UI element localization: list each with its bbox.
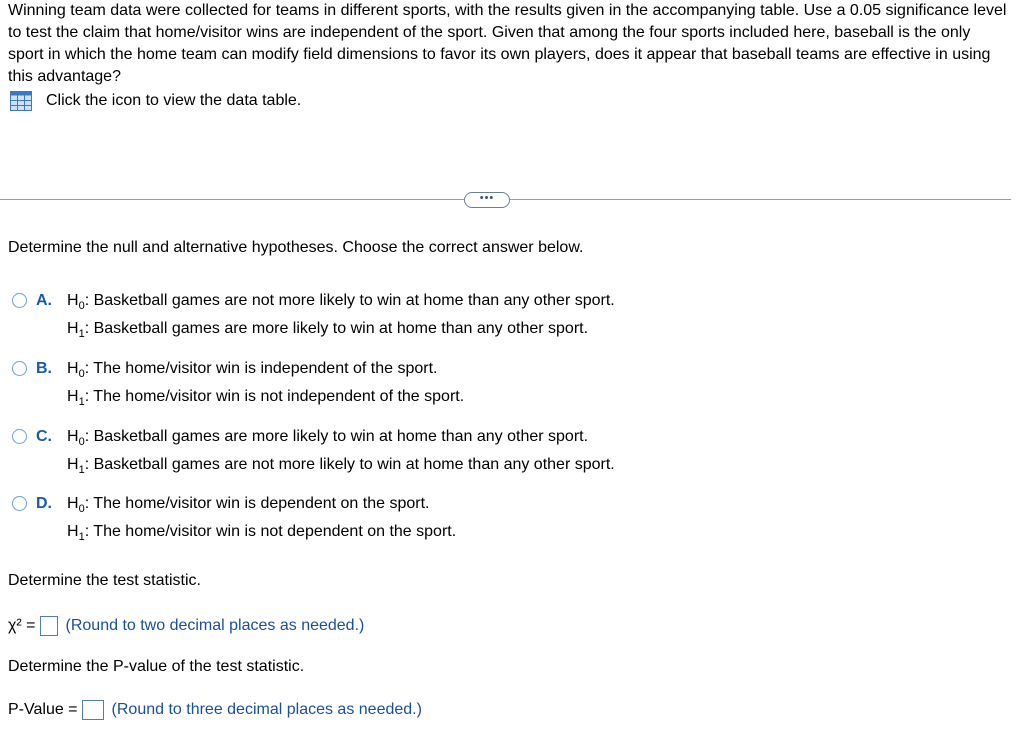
alternative-hypothesis: $H_1$: Basketball games are not more likely to win at home than any other sport. — [67, 456, 615, 476]
option-letter: B. — [36, 360, 52, 377]
alternative-hypothesis: $H_1$: Basketball games are more likely to win at home than any other sport. — [67, 320, 589, 340]
rounding-hint: (Round to two decimal places as needed.) — [65, 617, 365, 634]
chi-square-label: χ² = — [8, 617, 36, 634]
radio-button-b[interactable] — [12, 361, 27, 376]
p-value-label: P-Value = — [8, 701, 78, 718]
hypotheses-prompt: Determine the null and alternative hypotheses. Choose the correct answer below. — [8, 239, 584, 256]
p-value-input[interactable] — [82, 700, 104, 720]
data-table-link[interactable] — [10, 90, 301, 112]
option-letter: A. — [36, 292, 52, 309]
test-statistic-prompt: Determine the test statistic. — [8, 572, 201, 589]
null-hypothesis: $H_0$: The home/visitor win is independent of the sport. — [67, 360, 438, 380]
data-table-link-label[interactable]: Click the icon to view the data table. — [46, 92, 302, 109]
option-letter: D. — [36, 495, 52, 512]
option-letter: C. — [36, 428, 52, 445]
radio-button-c[interactable] — [12, 429, 27, 444]
test-statistic-row — [8, 614, 364, 638]
p-value-prompt: Determine the P-value of the test statistic. — [8, 658, 305, 675]
problem-statement: Winning team data were collected for teams in different sports, with the results given in the accompanying table. Use a 0.05 significance level to test the claim that home/visitor wins are independent of the sport. Given that among the four sports included here, baseball is the only sport in which the home team can modify field dimensions to favor its own players, does it appear that baseball teams are effective in using this advantage? — [8, 2, 1007, 85]
expand-more-button[interactable]: ••• — [464, 192, 510, 208]
null-hypothesis: $H_0$: The home/visitor win is dependent on the sport. — [67, 495, 430, 515]
alternative-hypothesis: $H_1$: The home/visitor win is not independent of the sport. — [67, 388, 465, 408]
p-value-row — [8, 698, 422, 722]
null-hypothesis: $H_0$: Basketball games are more likely to win at home than any other sport. — [67, 428, 589, 448]
alternative-hypothesis: $H_1$: The home/visitor win is not dependent on the sport. — [67, 523, 457, 543]
table-icon[interactable] — [10, 91, 32, 111]
radio-button-a[interactable] — [12, 293, 27, 308]
null-hypothesis: $H_0$: Basketball games are not more likely to win at home than any other sport. — [67, 292, 615, 312]
rounding-hint: (Round to three decimal places as needed.) — [111, 701, 422, 718]
chi-square-input[interactable] — [40, 616, 58, 636]
radio-button-d[interactable] — [12, 496, 27, 511]
